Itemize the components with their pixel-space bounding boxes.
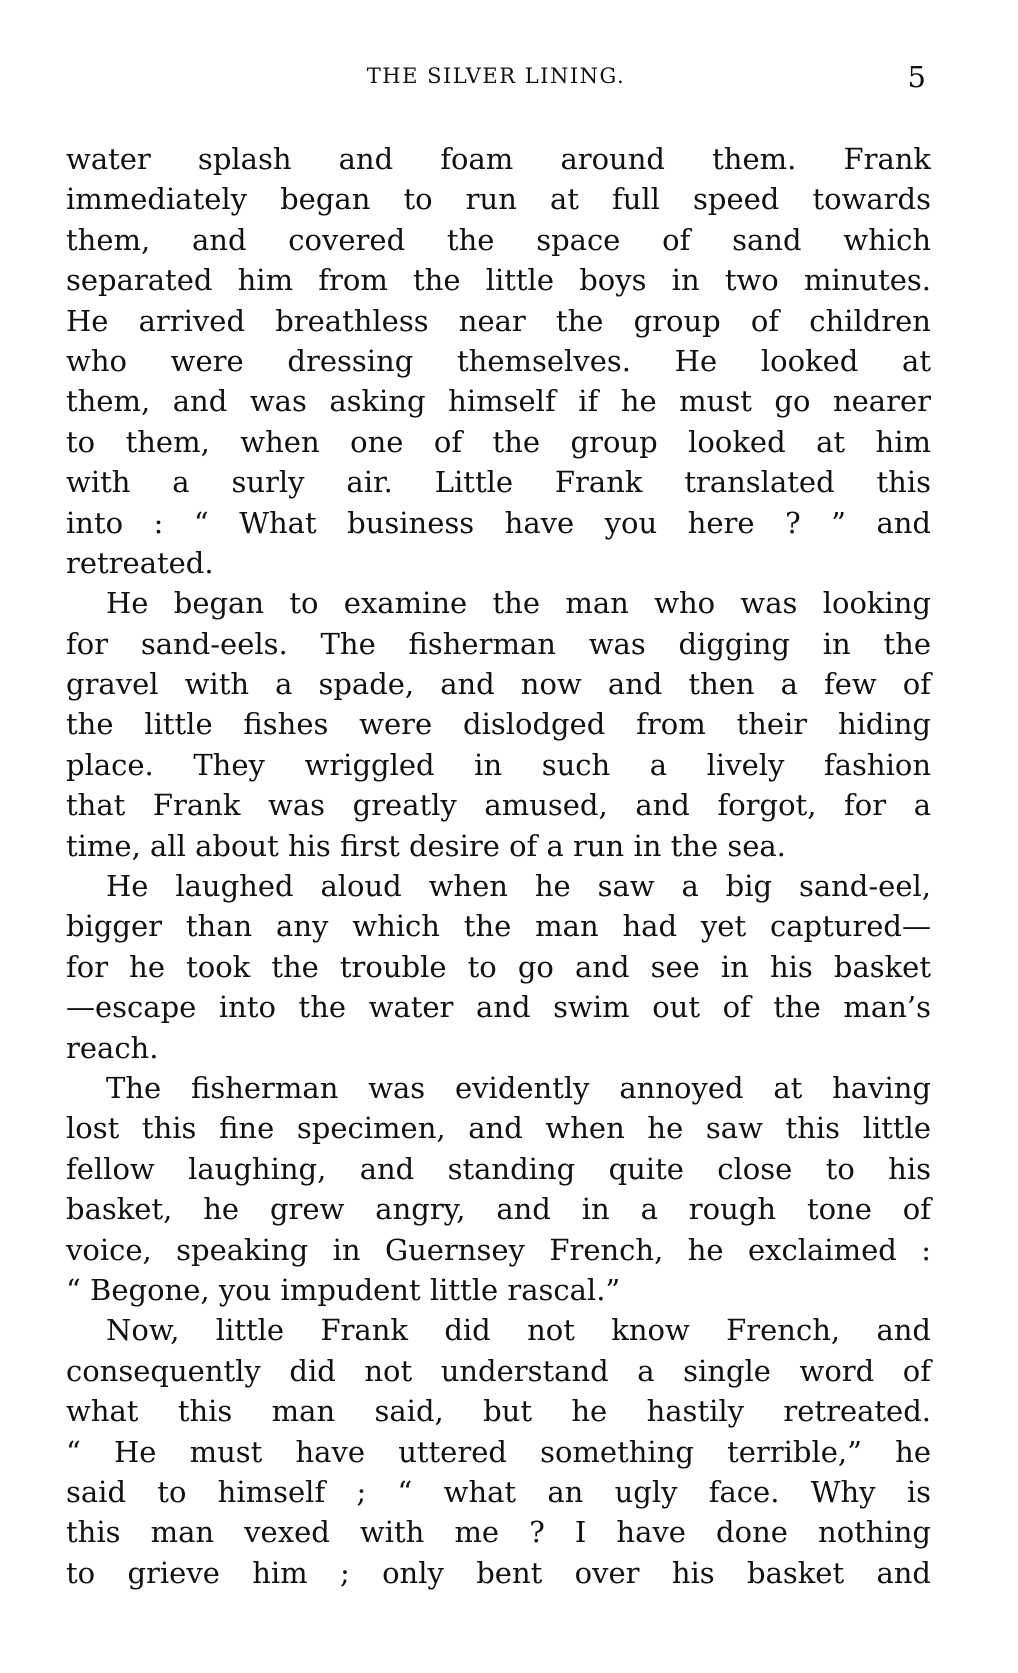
text-line: them, and was asking himself if he must go nearer bbox=[66, 384, 931, 419]
text-line: said to himself ; “ what an ugly face. Why is bbox=[66, 1474, 931, 1509]
running-title: THE SILVER LINING. bbox=[366, 64, 626, 88]
text-line: time, all about his first desire of a run in the sea. bbox=[66, 828, 786, 863]
body-text bbox=[66, 139, 931, 1593]
text-line: lost this fine specimen, and when he saw this little bbox=[66, 1111, 931, 1146]
text-line: He began to examine the man who was looking bbox=[106, 586, 931, 621]
text-line: them, and covered the space of sand which bbox=[66, 222, 931, 257]
text-line: with a surly air. Little Frank translated this bbox=[66, 465, 931, 500]
text-line: bigger than any which the man had yet captured— bbox=[66, 909, 931, 944]
text-line: immediately began to run at full speed towards bbox=[66, 182, 931, 217]
text-line: for he took the trouble to go and see in his basket bbox=[66, 949, 931, 984]
text-line: He arrived breathless near the group of children bbox=[66, 303, 931, 338]
text-line: place. They wriggled in such a lively fashion bbox=[66, 747, 931, 782]
text-line: voice, speaking in Guernsey French, he exclaimed : bbox=[66, 1232, 931, 1267]
text-line: for sand-eels. The fisherman was digging in the bbox=[66, 626, 931, 661]
text-line: retreated. bbox=[66, 545, 214, 580]
text-line: Now, little Frank did not know French, and bbox=[106, 1313, 931, 1348]
text-line: fellow laughing, and standing quite close to his bbox=[66, 1151, 931, 1186]
running-head bbox=[66, 60, 926, 104]
text-line: to them, when one of the group looked at him bbox=[66, 424, 931, 459]
text-line: basket, he grew angry, and in a rough tone of bbox=[66, 1192, 931, 1227]
text-line: reach. bbox=[66, 1030, 159, 1065]
text-line: water splash and foam around them. Frank bbox=[66, 142, 931, 176]
text-line: “ Begone, you impudent little rascal.” bbox=[66, 1272, 621, 1307]
text-line: this man vexed with me ? I have done nothing bbox=[66, 1515, 931, 1550]
text-line: separated him from the little boys in two minutes. bbox=[66, 263, 931, 298]
text-line: consequently did not understand a single word of bbox=[66, 1353, 931, 1388]
text-line: who were dressing themselves. He looked at bbox=[66, 343, 931, 378]
text-line: that Frank was greatly amused, and forgot, for a bbox=[66, 788, 931, 823]
text-line: —escape into the water and swim out of the man’s bbox=[66, 990, 931, 1025]
text-line: to grieve him ; only bent over his basket and bbox=[66, 1555, 931, 1590]
text-line: The fisherman was evidently annoyed at having bbox=[106, 1070, 931, 1105]
text-line: into : “ What business have you here ? ” and bbox=[66, 505, 931, 540]
text-line: what this man said, but he hastily retreated. bbox=[66, 1394, 931, 1429]
page-number: 5 bbox=[907, 60, 926, 94]
text-line: gravel with a spade, and now and then a few of bbox=[66, 667, 931, 702]
text-line: “ He must have uttered something terrible,” he bbox=[66, 1434, 931, 1469]
text-line: the little fishes were dislodged from their hiding bbox=[66, 707, 931, 742]
text-line: He laughed aloud when he saw a big sand-eel, bbox=[106, 869, 931, 904]
